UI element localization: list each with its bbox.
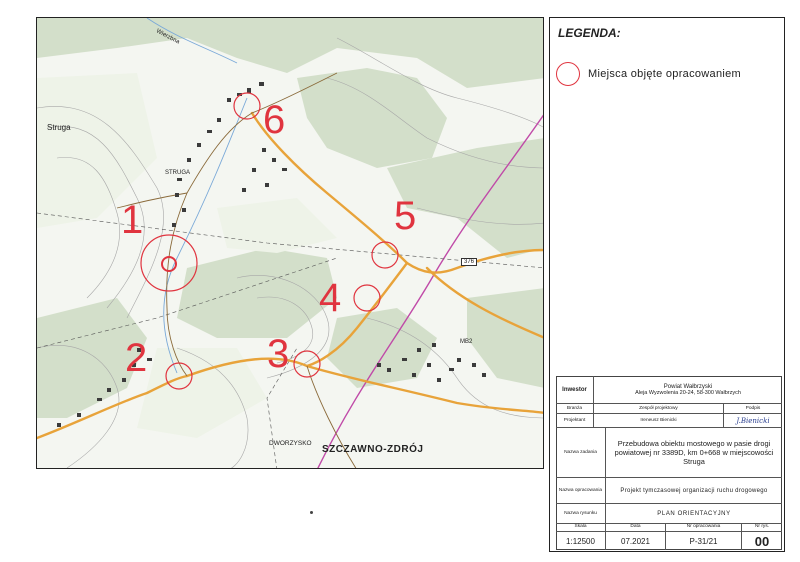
label-dworzysko: DWORZYSKO — [269, 440, 312, 447]
team-key: Zespół projektowy — [594, 404, 724, 413]
title-block — [556, 376, 782, 550]
footer-row — [556, 524, 782, 550]
legend-item-label: Miejsca objęte opracowaniem — [588, 68, 742, 80]
investor-row — [556, 376, 782, 404]
site-number-5: 5 — [394, 194, 417, 238]
date-key: Data — [606, 524, 665, 532]
task-key: Nazwa zadania — [556, 428, 606, 477]
investor-name: Powiat Wałbrzyski — [663, 383, 713, 390]
site-circle-6 — [234, 93, 260, 119]
signature: J.Bienicki — [736, 416, 770, 425]
signature-key: Podpis — [745, 406, 761, 411]
site-circle-5 — [372, 242, 398, 268]
task-text: Przebudowa obiektu mostowego w pasie drogi powiatowej nr 3389D, km 0+668 w miejscowości Struga — [614, 438, 774, 467]
designer-name: Ireneusz Bienicki — [594, 414, 724, 427]
designer-key: Projektant — [556, 414, 594, 427]
sheet-cell — [742, 524, 782, 550]
legend-item — [556, 62, 741, 86]
study-text: Projekt tymczasowej organizacji ruchu drogowego — [620, 487, 768, 494]
site-number-3: 3 — [267, 332, 290, 376]
branch-key: Branża — [556, 404, 594, 413]
sheet-key: Nr rys. — [742, 524, 782, 532]
page-dot — [310, 511, 313, 514]
site-circle-4 — [354, 285, 380, 311]
label-szczawno: SZCZAWNO-ZDRÓJ — [322, 444, 424, 455]
date-value: 07.2021 — [621, 537, 650, 546]
legend-title: LEGENDA: — [558, 26, 621, 40]
legend-circle-icon — [556, 62, 580, 86]
label-road-376: 376 — [461, 258, 477, 266]
drawing-row — [556, 504, 782, 524]
drawing-key: Nazwa rysunku — [556, 504, 606, 523]
topographic-map — [37, 18, 544, 469]
scale-value: 1:12500 — [566, 537, 595, 546]
site-circle-1 — [141, 235, 197, 291]
date-cell — [606, 524, 666, 550]
number-key: Nr opracowania — [666, 524, 741, 532]
investor-value — [594, 376, 782, 403]
label-wierzbna: Wierzbna — [155, 28, 181, 46]
designer-row — [556, 414, 782, 428]
number-cell — [666, 524, 742, 550]
label-mb2: MB2 — [460, 339, 473, 345]
number-value: P-31/21 — [689, 537, 718, 546]
task-row — [556, 428, 782, 478]
drawing-text: PLAN ORIENTACYJNY — [657, 510, 731, 517]
investor-key: Inwestor — [556, 376, 594, 403]
map-frame — [36, 17, 544, 469]
site-number-6: 6 — [263, 98, 286, 142]
site-number-4: 4 — [319, 276, 342, 320]
study-key: Nazwa opracowania — [556, 478, 606, 503]
investor-address: Aleja Wyzwolenia 20-24, 58-300 Wałbrzych — [635, 389, 741, 396]
site-circle-3 — [294, 351, 320, 377]
label-struga-village: STRUGA — [165, 170, 191, 176]
study-row — [556, 478, 782, 504]
site-number-2: 2 — [125, 336, 148, 380]
label-struga-left: Struga — [47, 123, 71, 132]
scale-key: Skala — [556, 524, 605, 532]
branch-row — [556, 404, 782, 414]
site-number-1: 1 — [121, 198, 144, 242]
scale-cell — [556, 524, 606, 550]
sheet-value: 00 — [754, 534, 770, 549]
